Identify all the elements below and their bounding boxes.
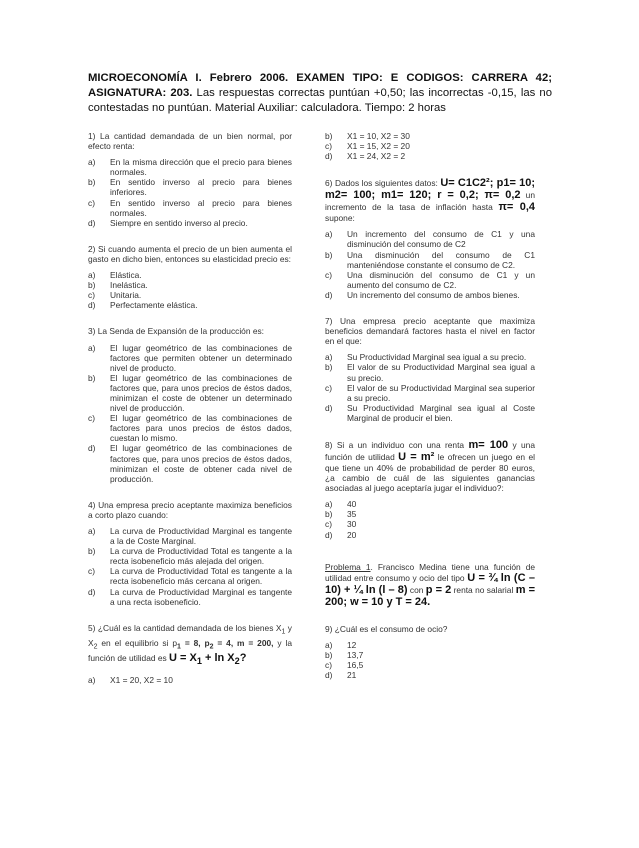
question-7 — [325, 316, 535, 423]
option — [325, 362, 535, 382]
option-text: El lugar geométrico de las combinaciones de factores para unos precios de éstos dados, cuestan lo mismo. — [110, 413, 292, 444]
option — [325, 290, 535, 300]
question-9 — [325, 624, 535, 680]
option — [325, 270, 535, 290]
option-letter: c) — [88, 197, 95, 208]
option-letter: c) — [325, 519, 332, 530]
option-text: El lugar geométrico de las combinaciones de factores que, para unos precios de éstos dados, minimizan el coste de obtener un determinado nivel de producción. — [110, 372, 292, 414]
problem-label: Problema 1 — [325, 561, 371, 572]
option-text: X1 = 15, X2 = 20 — [347, 141, 410, 152]
question-stem: 2) Si cuando aumenta el precio de un bien aumenta el gasto en dicho bien, entonces su elasticidad precio es: — [88, 243, 292, 264]
option — [88, 526, 292, 546]
problem-1 — [325, 562, 535, 608]
question-stem: 1) La cantidad demandada de un bien normal, por efecto renta: — [88, 131, 292, 152]
option-letter: c) — [88, 290, 95, 301]
stem-part: y la función de utilidad es — [88, 637, 292, 664]
option — [88, 270, 292, 280]
option — [325, 352, 535, 362]
subscript: 1 — [177, 643, 181, 651]
option-letter: a) — [88, 342, 96, 353]
option-letter: b) — [88, 546, 96, 557]
option-letter: a) — [325, 352, 333, 363]
option — [88, 546, 292, 566]
option-text: Un incremento del consumo de ambos bienes. — [347, 289, 520, 300]
option — [325, 509, 535, 519]
option-letter: d) — [325, 402, 333, 413]
option — [325, 530, 535, 540]
option-text: 35 — [347, 509, 357, 520]
option-letter: d) — [88, 300, 96, 311]
question-3 — [88, 326, 292, 483]
option-letter: d) — [325, 529, 333, 540]
option — [88, 300, 292, 310]
question-8 — [325, 439, 535, 540]
subscript: 2 — [209, 643, 214, 651]
exam-title: MICROECONOMÍA I. Febrero 2006. EXAMEN TIPO: E CODIGOS: CARRERA 42; ASIGNATURA: 203. — [88, 72, 552, 99]
option-text: En la misma dirección que el precio para bienes normales. — [110, 157, 292, 178]
subscript: 2 — [93, 643, 98, 651]
option-text: Su Productividad Marginal sea igual a su precio. — [347, 352, 527, 363]
question-4 — [88, 500, 292, 607]
option — [325, 650, 535, 660]
option-text: X1 = 10, X2 = 30 — [347, 131, 410, 141]
option — [325, 499, 535, 509]
option — [88, 443, 292, 483]
question-stem: 6) Dados los siguientes datos: U= C1C2²; p1= 10; m2= 100; m1= 120; r = 0,2; π= 0,2 un incremento de la tasa de inflación hasta π= 0,4 supone: — [325, 177, 535, 224]
option — [88, 587, 292, 607]
option-text: La curva de Productividad Total es tangente a la recta isobeneficio más alejada del origen. — [110, 546, 292, 567]
option-letter: a) — [88, 675, 96, 686]
option-text: Elástica. — [110, 270, 142, 281]
option-letter: b) — [88, 177, 96, 188]
option-text: 30 — [347, 519, 357, 530]
option-text: El lugar geométrico de las combinaciones de factores que permiten obtener un determinado nivel de producto. — [110, 342, 292, 373]
option — [88, 290, 292, 300]
option — [88, 280, 292, 290]
option — [325, 670, 535, 680]
option-text: La curva de Productividad Total es tangente a la recta isobeneficio más cercana al origen. — [110, 566, 292, 587]
option-letter: b) — [88, 372, 96, 383]
option-letter: c) — [325, 660, 332, 670]
option-text: Inelástica. — [110, 280, 148, 291]
option-letter: a) — [325, 639, 333, 650]
exam-instructions: Las respuestas correctas puntúan +0,50; las incorrectas -0,15, las no contestadas no puntúan. Material Auxiliar: calculadora. Tiempo: 2 horas — [88, 87, 552, 114]
option-letter: d) — [325, 670, 333, 681]
option — [325, 151, 535, 161]
option-text: Perfectamente elástica. — [110, 300, 198, 311]
option-text: 16,5 — [347, 660, 364, 670]
option — [325, 229, 535, 249]
option-letter: c) — [325, 382, 332, 393]
stem-part: 5) ¿Cuál es la cantidad demandada de los bienes X — [88, 622, 282, 633]
option — [88, 343, 292, 373]
question-stem — [88, 623, 292, 668]
price-values: = 8, p — [180, 637, 210, 648]
option — [325, 519, 535, 529]
question-stem: 3) La Senda de Expansión de la producción es: — [88, 326, 264, 337]
option-text: 13,7 — [347, 649, 364, 660]
option-letter: a) — [88, 270, 96, 281]
formula: U = m² — [398, 450, 435, 463]
option — [88, 177, 292, 197]
question-stem: 8) Si a un individuo con una renta m= 100 y una función de utilidad U = m² le ofrecen un juego en el que tiene un 40% de probabilidad de perder 80 euros, ¿a cambio de cuál de las siguientes ganancias asociadas al juego aceptaría jugar el individuo?: — [325, 438, 535, 494]
option-text: X1 = 24, X2 = 2 — [347, 151, 406, 162]
exam-header — [88, 71, 552, 116]
option-letter: b) — [88, 280, 96, 291]
formula: m = 200; w = 10 y T = 24. — [325, 583, 535, 608]
option-letter: d) — [88, 586, 96, 597]
option — [325, 640, 535, 650]
option-letter: d) — [325, 151, 333, 162]
question-1 — [88, 131, 292, 228]
option — [325, 660, 535, 670]
option-letter: b) — [325, 649, 333, 660]
option — [325, 403, 535, 423]
option-letter: b) — [325, 362, 333, 373]
option-letter: d) — [88, 217, 96, 228]
question-6 — [325, 177, 535, 300]
question-5-continued — [325, 131, 535, 161]
option-text: Unitaria. — [110, 290, 142, 301]
option-text: Un incremento del consumo de C1 y una disminución del consumo de C2 — [347, 229, 535, 250]
option — [88, 566, 292, 586]
option-letter: c) — [88, 413, 95, 424]
formula: U= C1C2²; p1= 10; m2= 100; m1= 120; r = 0,2; π= 0,2 — [325, 177, 535, 202]
option — [325, 141, 535, 151]
formula: m= 100 — [468, 438, 509, 451]
option-letter: c) — [88, 566, 95, 577]
option — [88, 373, 292, 413]
option-letter: b) — [325, 131, 333, 141]
stem-part: y X — [88, 622, 292, 648]
option-text: El valor de su Productividad Marginal sea superior a su precio. — [347, 382, 535, 403]
option-letter: d) — [88, 443, 96, 454]
option — [88, 675, 292, 685]
option-text: Siempre en sentido inverso al precio. — [110, 217, 248, 228]
option-letter: a) — [88, 526, 96, 536]
question-stem: 4) Una empresa precio aceptante maximiza beneficios a corto plazo cuando: — [88, 499, 292, 520]
question-5 — [88, 623, 292, 686]
option — [88, 413, 292, 443]
option-letter: a) — [325, 229, 333, 240]
formula: U = ¾ ln (C – 10) + ¼ ln (l – 8) — [325, 571, 535, 596]
option-text: 12 — [347, 639, 357, 650]
price-values: = 4, m = 200, — [213, 637, 274, 648]
right-column — [325, 131, 535, 696]
option-letter: a) — [88, 157, 96, 168]
option-text: La curva de Productividad Marginal es tangente a una recta isobeneficio. — [110, 586, 292, 607]
formula: π= 0,4 — [498, 201, 535, 214]
option — [88, 218, 292, 228]
subscript: 1 — [281, 628, 286, 636]
option — [325, 131, 535, 141]
option-text: 21 — [347, 670, 357, 681]
formula: p = 2 — [425, 583, 452, 596]
option-text: En sentido inverso al precio para bienes normales. — [110, 197, 292, 218]
option-text: X1 = 20, X2 = 10 — [110, 675, 173, 686]
stem-part: en el equilibrio si p — [97, 637, 178, 648]
option-text: 40 — [347, 499, 357, 510]
question-stem: 9) ¿Cuál es el consumo de ocio? — [325, 623, 448, 634]
option-text: Una disminución del consumo de C1 manteniéndose constante el consumo de C2. — [347, 249, 535, 270]
option-letter: d) — [325, 289, 333, 300]
question-stem: 7) Una empresa precio aceptante que maximiza beneficios demandará factores hasta el nivel en factor en el que: — [325, 316, 535, 347]
option — [325, 383, 535, 403]
utility-function: $U = X_1 + \ln X_2$? — [169, 652, 247, 667]
option-text: En sentido inverso al precio para bienes inferiores. — [110, 177, 292, 198]
option-text: Su Productividad Marginal sea igual al Coste Marginal de producir el bien. — [347, 402, 535, 423]
option-text: 20 — [347, 529, 357, 540]
option — [88, 157, 292, 177]
option-text: El valor de su Productividad Marginal sea igual a su precio. — [347, 362, 535, 383]
problem-statement: Problema 1. Francisco Medina tiene una función de utilidad entre consumo y ocio del tipo U = ¾ ln (C – 10) + ¼ ln (l – 8) con p = 2 renta no salarial m = 200; w = 10 y T = 24. — [325, 561, 536, 608]
option-letter: a) — [325, 499, 333, 510]
option-letter: c) — [325, 269, 332, 280]
question-2 — [88, 244, 292, 311]
option — [325, 250, 535, 270]
option-text: El lugar geométrico de las combinaciones de factores que, para unos precios de éstos dados, minimizan el coste de obtener cada nivel de producción. — [110, 443, 292, 484]
option-letter: c) — [325, 141, 332, 152]
left-column — [88, 131, 292, 702]
option-letter: b) — [325, 249, 333, 260]
option-letter: b) — [325, 509, 333, 520]
option-text: Una disminución del consumo de C1 y un aumento del consumo de C2. — [347, 269, 535, 290]
option — [88, 198, 292, 218]
option-text: La curva de Productividad Marginal es tangente a la de Coste Marginal. — [110, 526, 292, 547]
